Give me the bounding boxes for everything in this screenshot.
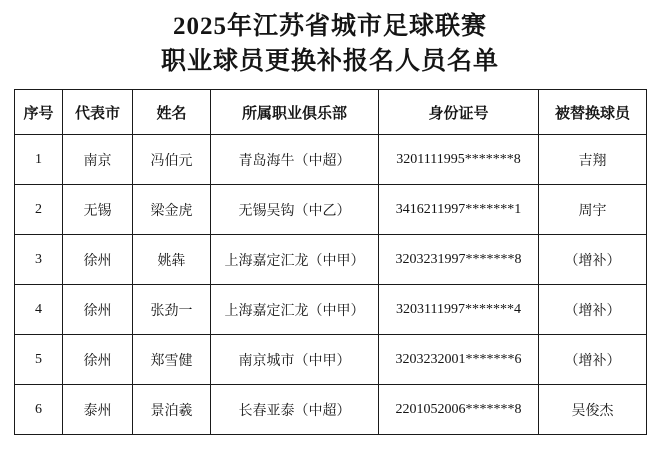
column-header-name: 姓名 xyxy=(133,90,211,135)
cell-name: 张劲一 xyxy=(133,285,211,335)
cell-replaced: （增补） xyxy=(539,335,647,385)
cell-replaced: 吉翔 xyxy=(539,135,647,185)
roster-table xyxy=(14,89,647,435)
cell-seq: 3 xyxy=(15,235,63,285)
cell-seq: 2 xyxy=(15,185,63,235)
table-row xyxy=(15,135,647,185)
cell-id: 3201111995*******8 xyxy=(379,135,539,185)
cell-club: 南京城市（中甲） xyxy=(211,335,379,385)
column-header-id: 身份证号 xyxy=(379,90,539,135)
table-header-row xyxy=(15,90,647,135)
cell-club: 长春亚泰（中超） xyxy=(211,385,379,435)
cell-name: 梁金虎 xyxy=(133,185,211,235)
table-row xyxy=(15,385,647,435)
cell-city: 无锡 xyxy=(63,185,133,235)
title-line-2: 职业球员更换补报名人员名单 xyxy=(160,47,499,75)
cell-seq: 6 xyxy=(15,385,63,435)
cell-city: 南京 xyxy=(63,135,133,185)
cell-seq: 5 xyxy=(15,335,63,385)
cell-seq: 1 xyxy=(15,135,63,185)
column-header-replaced: 被替换球员 xyxy=(539,90,647,135)
cell-id: 3203232001*******6 xyxy=(379,335,539,385)
column-header-seq: 序号 xyxy=(15,90,63,135)
cell-club: 上海嘉定汇龙（中甲） xyxy=(211,235,379,285)
cell-club: 无锡吴钩（中乙） xyxy=(211,185,379,235)
cell-seq: 4 xyxy=(15,285,63,335)
cell-id: 3416211997*******1 xyxy=(379,185,539,235)
table-row xyxy=(15,185,647,235)
cell-city: 泰州 xyxy=(63,385,133,435)
cell-name: 郑雪健 xyxy=(133,335,211,385)
document-title xyxy=(14,10,646,79)
cell-id: 2201052006*******8 xyxy=(379,385,539,435)
cell-name: 景泊羲 xyxy=(133,385,211,435)
cell-club: 青岛海牛（中超） xyxy=(211,135,379,185)
cell-replaced: 周宇 xyxy=(539,185,647,235)
cell-club: 上海嘉定汇龙（中甲） xyxy=(211,285,379,335)
cell-replaced: （增补） xyxy=(539,235,647,285)
cell-city: 徐州 xyxy=(63,235,133,285)
table-row xyxy=(15,335,647,385)
cell-name: 姚犇 xyxy=(133,235,211,285)
cell-city: 徐州 xyxy=(63,285,133,335)
column-header-city: 代表市 xyxy=(63,90,133,135)
cell-id: 3203111997*******4 xyxy=(379,285,539,335)
table-row xyxy=(15,285,647,335)
cell-city: 徐州 xyxy=(63,335,133,385)
cell-replaced: 吴俊杰 xyxy=(539,385,647,435)
table-row xyxy=(15,235,647,285)
cell-replaced: （增补） xyxy=(539,285,647,335)
cell-name: 冯伯元 xyxy=(133,135,211,185)
cell-id: 3203231997*******8 xyxy=(379,235,539,285)
title-line-1: 2025年江苏省城市足球联赛 xyxy=(172,13,487,40)
column-header-club: 所属职业俱乐部 xyxy=(211,90,379,135)
